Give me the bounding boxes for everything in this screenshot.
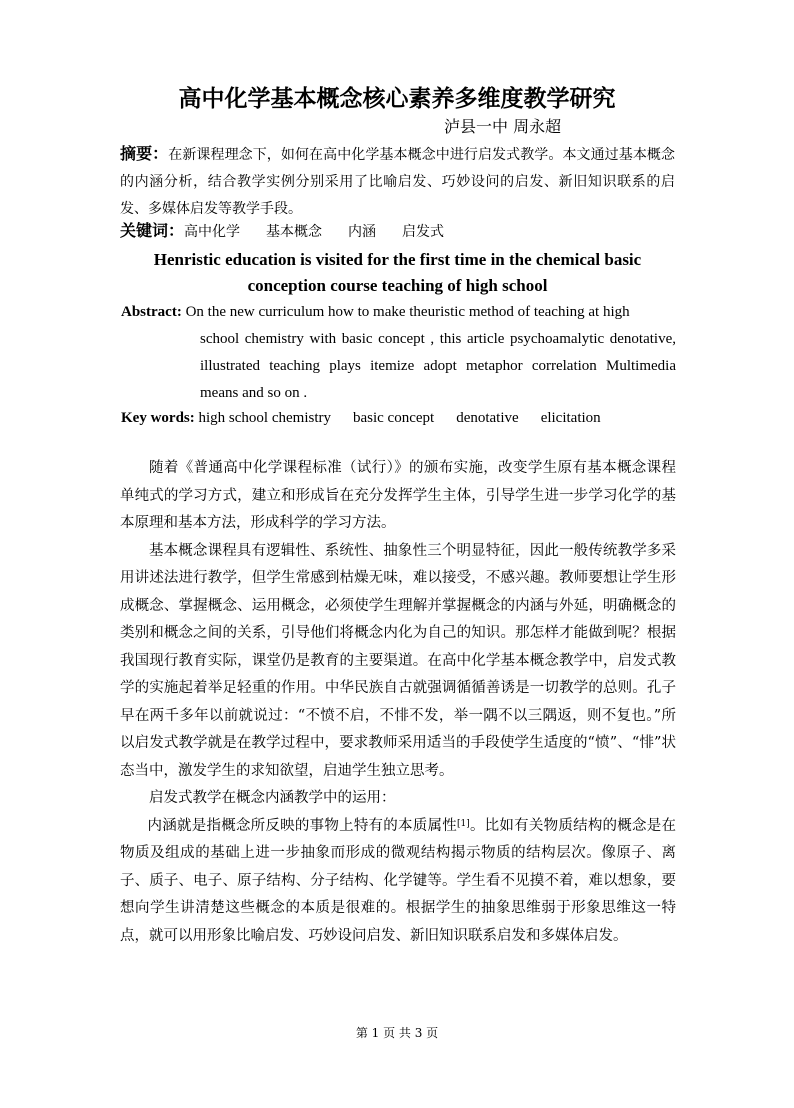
author-line: 泸县一中 周永超 (444, 117, 562, 136)
paragraph-2: 基本概念课程具有逻辑性、系统性、抽象性三个明显特征，因此一般传统教学多采用讲述法进行教学，但学生常感到枯燥无味，难以接受，不感兴趣。教师要想让学生形成概念、掌握概念、运用概念，必须使学生理解并掌握概念的内涵与外延，明确概念的类别和概念之间的关系，引导他们将概念内化为自己的知识。那怎样才能做到呢？根据我国现行教育实际，课堂仍是教育的主要渠道。在高中化学基本概念教学中，启发式教学的实施起着举足轻重的作用。中华民族自古就强调循循善诱是一切教学的总则。孔子早在两千多年以前就说过：“不愤不启，不悱不发，举一隅不以三隅返，则不复也。”所以启发式教学就是在教学过程中，要求教师采用适当的手段使学生适度的“愤”、“悱”状态当中，激发学生的求知欲望，启迪学生独立思考。 (120, 542, 676, 779)
body-text (120, 455, 676, 950)
english-keywords (121, 406, 623, 430)
paper-title: 高中化学基本概念核心素养多维度教学研究 (178, 86, 616, 112)
paragraph-4-text: 内涵就是指概念所反映的事物上特有的本质属性 (147, 817, 457, 834)
english-abstract-first-line: On the new curriculum how to make theuristic method of teaching at high (185, 304, 630, 320)
keyword-item: 基本概念 (266, 224, 323, 240)
english-abstract (121, 299, 676, 407)
abstract-text: 在新课程理念下，如何在高中化学基本概念中进行启发式教学。本文通过基本概念的内涵分析，结合教学实例分别采用了比喻启发、巧妙设问的启发、新旧知识联系的启发、多媒体启发等教学手段。 (120, 147, 675, 217)
keyword-item: 高中化学 (184, 224, 241, 240)
citation-ref: [1] (456, 818, 470, 829)
paragraph-4-text-cont: 。比如有关物质结构的概念是在物质及组成的基础上进一步抽象而形成的微观结构揭示物质的结构层次。像原子、离子、质子、电子、原子结构、分子结构、化学键等。学生看不见摸不着，难以想象，要想向学生讲清楚这些概念的本质是很难的。根据学生的抽象思维弱于形象思维这一特点，就可以用形象比喻启发、巧妙设问启发、新旧知识联系启发和多媒体启发。 (120, 817, 676, 944)
chinese-keywords (120, 219, 470, 244)
english-keywords-label: Key words: (121, 410, 195, 426)
english-abstract-label: Abstract: (121, 304, 182, 320)
english-keyword-item: basic concept (352, 410, 435, 426)
english-keyword-item: high school chemistry (198, 410, 331, 426)
chinese-abstract (120, 140, 675, 223)
keyword-item: 内涵 (348, 224, 377, 240)
english-keyword-item: denotative (456, 410, 519, 426)
page-footer: 第 1 页 共 3 页 (355, 1026, 439, 1040)
keywords-label: 关键词： (120, 221, 185, 240)
abstract-label: 摘要： (120, 144, 169, 163)
english-title: Henristic education is visited for the first time in the chemical basic conception course teaching of high school (153, 250, 642, 295)
paragraph-4 (120, 813, 676, 951)
paragraph-3: 启发式教学在概念内涵教学中的运用： (149, 790, 396, 806)
english-keyword-item: elicitation (540, 410, 601, 426)
paragraph-1: 随着《普通高中化学课程标准（试行）》的颁布实施，改变学生原有基本概念课程单纯式的学习方式，建立和形成旨在充分发挥学生主体，引导学生进一步学习化学的基本原理和基本方法，形成科学的学习方法。 (120, 460, 676, 531)
keyword-item: 启发式 (402, 224, 445, 240)
english-abstract-text: school chemistry with basic concept , this article psychoamalytic denotative, illustrated teaching plays itemize adopt metaphor correlation Multimedia means and so on . (200, 331, 676, 401)
